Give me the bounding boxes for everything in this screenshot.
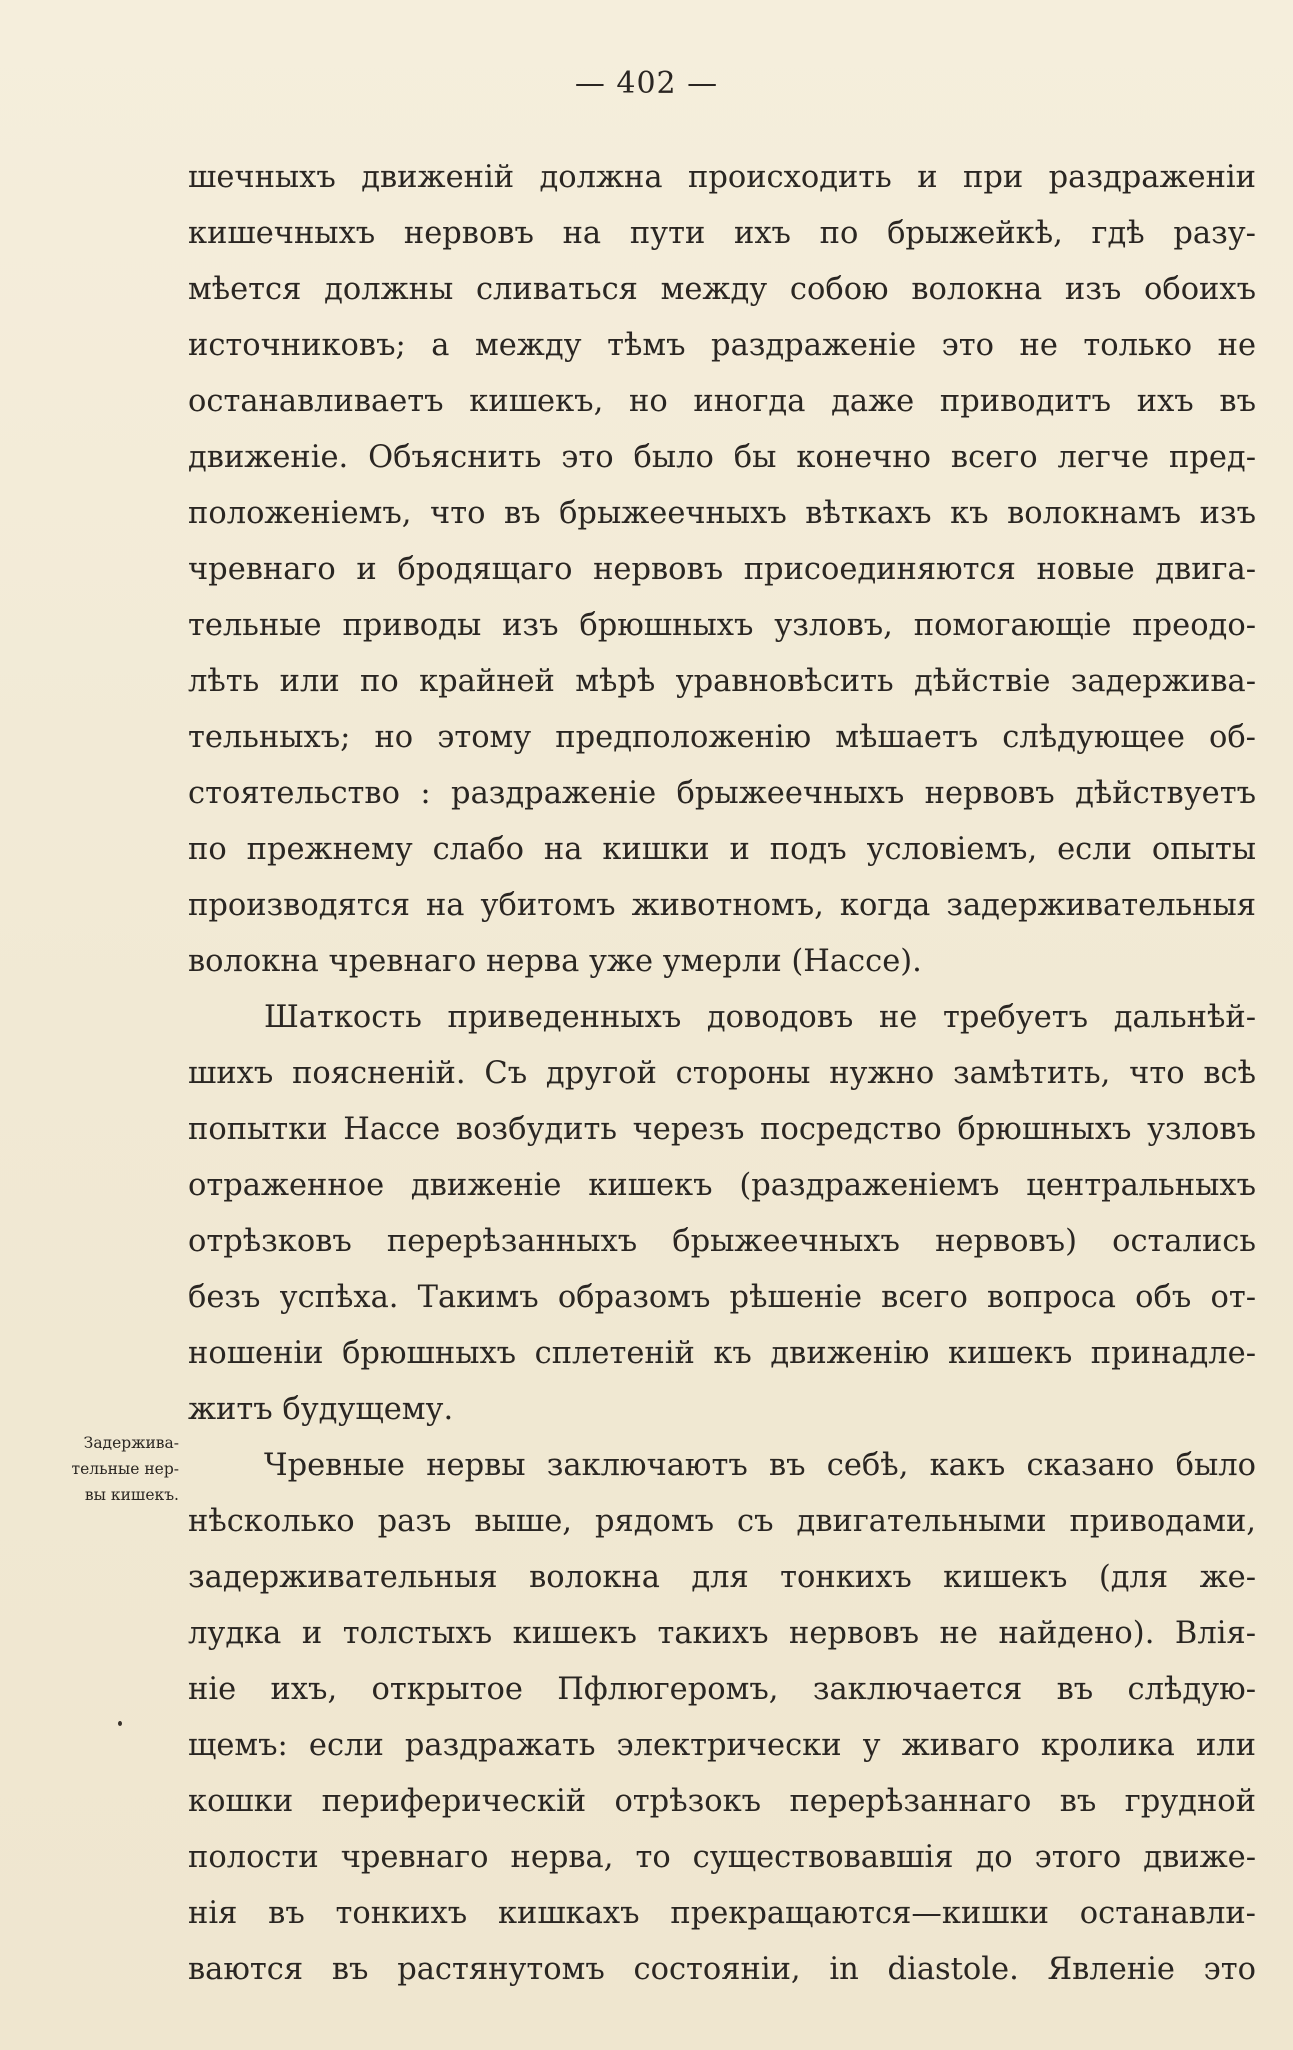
text-line: тельныхъ; но этому предположенію мѣшаетъ слѣдующее об-: [188, 720, 1256, 755]
text-line: движеніе. Объяснить это было бы конечно всего легче пред-: [188, 440, 1256, 475]
text-line: полости чревнаго нерва, то существовавшія до этого движе-: [188, 1840, 1256, 1875]
text-line: тельные приводы изъ брюшныхъ узловъ, помогающіе преодо-: [188, 608, 1256, 643]
text-line: отрѣзковъ перерѣзанныхъ брыжеечныхъ нервовъ) остались: [188, 1224, 1256, 1259]
text-line: волокна чревнаго нерва уже умерли (Нассе).: [188, 944, 922, 979]
paragraph-2: [188, 990, 1256, 1438]
text-line: ніе ихъ, открытое Пфлюгеромъ, заключается въ слѣдую-: [188, 1672, 1256, 1707]
margin-note: [24, 1430, 179, 1508]
text-line: Шаткость приведенныхъ доводовъ не требуетъ дальнѣй-: [264, 1000, 1256, 1035]
margin-note-line: вы кишекъ.: [84, 1486, 179, 1504]
text-line: чревнаго и бродящаго нервовъ присоединяются новые двига-: [188, 552, 1256, 587]
text-line: задерживательныя волокна для тонкихъ кишекъ (для же-: [188, 1560, 1256, 1595]
text-line: мѣется должны сливаться между собою волокна изъ обоихъ: [188, 272, 1256, 307]
ink-speck: [118, 1721, 122, 1726]
text-line: шечныхъ движеній должна происходить и при раздраженіи: [188, 160, 1256, 195]
text-line: ношеніи брюшныхъ сплетеній къ движенію кишекъ принадле-: [188, 1336, 1256, 1371]
text-line: лудка и толстыхъ кишекъ такихъ нервовъ не найдено). Влія-: [188, 1616, 1256, 1651]
text-line: ваются въ растянутомъ состояніи, in diastole. Явленіе это: [188, 1952, 1256, 1987]
text-line: отраженное движеніе кишекъ (раздраженіемъ центральныхъ: [188, 1168, 1256, 1203]
text-line: нѣсколько разъ выше, рядомъ съ двигательными приводами,: [188, 1504, 1256, 1539]
text-line: щемъ: если раздражать электрически у живаго кролика или: [188, 1728, 1256, 1763]
body-text: [188, 150, 1256, 1998]
text-line: положеніемъ, что въ брыжеечныхъ вѣткахъ къ волокнамъ изъ: [188, 496, 1256, 531]
text-line: житъ будущему.: [188, 1392, 454, 1427]
text-line: кишечныхъ нервовъ на пути ихъ по брыжейкѣ, гдѣ разу-: [188, 216, 1256, 251]
text-line: шихъ поясненій. Съ другой стороны нужно замѣтить, что всѣ: [188, 1056, 1256, 1091]
text-line: Чревные нервы заключаютъ въ себѣ, какъ сказано было: [264, 1448, 1256, 1483]
text-line: стоятельство : раздраженіе брыжеечныхъ нервовъ дѣйствуетъ: [188, 776, 1256, 811]
page-number: — 402 —: [574, 66, 719, 101]
text-line: останавливаетъ кишекъ, но иногда даже приводитъ ихъ въ: [188, 384, 1256, 419]
paragraph-3: [188, 1438, 1256, 1998]
text-line: нія въ тонкихъ кишкахъ прекращаются—кишки останавли-: [188, 1896, 1256, 1931]
margin-note-line: Задержива-: [83, 1434, 179, 1452]
text-line: лѣть или по крайней мѣрѣ уравновѣсить дѣйствіе задержива-: [188, 664, 1256, 699]
text-line: по прежнему слабо на кишки и подъ условіемъ, если опыты: [188, 832, 1256, 867]
paragraph-1: [188, 150, 1256, 990]
text-line: производятся на убитомъ животномъ, когда задерживательныя: [188, 888, 1256, 923]
text-line: кошки периферическій отрѣзокъ перерѣзаннаго въ грудной: [188, 1784, 1256, 1819]
text-line: безъ успѣха. Такимъ образомъ рѣшеніе всего вопроса объ от-: [188, 1280, 1256, 1315]
margin-note-line: тельные нер-: [71, 1460, 179, 1478]
text-line: попытки Нассе возбудить черезъ посредство брюшныхъ узловъ: [188, 1112, 1256, 1147]
text-line: источниковъ; а между тѣмъ раздраженіе это не только не: [188, 328, 1256, 363]
